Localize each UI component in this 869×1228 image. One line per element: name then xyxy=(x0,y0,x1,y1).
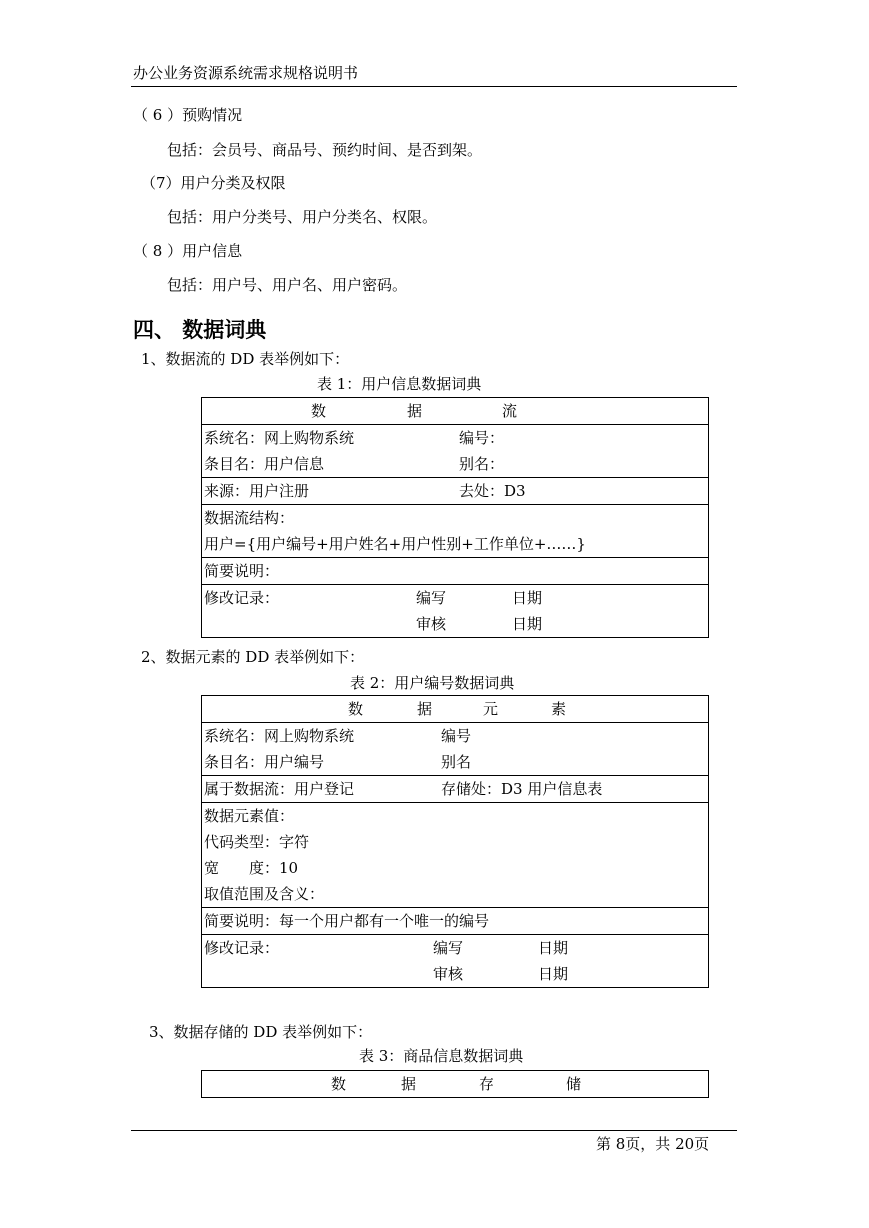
header-rule xyxy=(131,86,737,87)
table1-head-char: 流 xyxy=(502,402,518,420)
table2-system-name: 系统名：网上购物系统 xyxy=(204,727,355,745)
table2-range xyxy=(204,881,708,907)
table2-item-name: 条目名：用户编号 xyxy=(204,753,325,771)
table2-caption: 表 2：用户编号数据词典 xyxy=(350,674,515,692)
table2-write: 编写 xyxy=(433,939,464,957)
item-8-label: （ 8 ）用户信息 xyxy=(133,242,243,260)
table1-number: 编号： xyxy=(459,429,505,447)
table2-date: 日期 xyxy=(538,939,569,957)
table2-date: 日期 xyxy=(538,965,569,983)
table3-head-char: 据 xyxy=(401,1075,417,1093)
table1-data-flow-dd xyxy=(201,397,709,638)
table2-row-system xyxy=(204,723,708,749)
table2-review: 审核 xyxy=(433,965,464,983)
table3-head-char: 数 xyxy=(331,1075,347,1093)
table2-intro: 2、数据元素的 DD 表举例如下： xyxy=(141,648,365,666)
table3-head-char: 存 xyxy=(479,1075,495,1093)
table2-range-text: 取值范围及含义： xyxy=(204,885,325,903)
page-number: 第 8页，共 20页 xyxy=(596,1135,710,1153)
table2-head-char: 素 xyxy=(551,700,567,718)
table1-date: 日期 xyxy=(512,615,543,633)
table2-head-char: 数 xyxy=(348,700,364,718)
footer-rule xyxy=(131,1130,737,1131)
table1-alias: 别名： xyxy=(459,455,505,473)
table2-data-element-dd xyxy=(201,695,709,988)
section-heading: 四、 数据词典 xyxy=(133,318,267,342)
table2-value-label-text: 数据元素值： xyxy=(204,807,295,825)
table2-modify-label: 修改记录： xyxy=(204,939,280,957)
table1-brief-text: 简要说明： xyxy=(204,562,280,580)
table1-structure-label xyxy=(204,505,708,531)
table1-destination: 去处：D3 xyxy=(459,482,526,500)
table3-header-row xyxy=(204,1071,708,1097)
table2-review-row xyxy=(204,961,708,987)
table1-modify-label: 修改记录： xyxy=(204,589,280,607)
table1-date: 日期 xyxy=(512,589,543,607)
table2-head-char: 元 xyxy=(483,700,499,718)
table1-row-source xyxy=(204,478,708,504)
table1-system-name: 系统名：网上购物系统 xyxy=(204,429,355,447)
table2-alias: 别名 xyxy=(441,753,472,771)
table2-width-text: 宽 度：10 xyxy=(204,859,299,877)
table2-value-label xyxy=(204,803,708,829)
item-6-label: （ 6 ）预购情况 xyxy=(133,106,243,124)
table1-structure-value xyxy=(204,531,708,557)
item-6-description: 包括：会员号、商品号、预约时间、是否到架。 xyxy=(167,141,483,159)
table1-structure-label-text: 数据流结构： xyxy=(204,509,295,527)
table1-header-row xyxy=(204,398,708,424)
document-header-title: 办公业务资源系统需求规格说明书 xyxy=(133,64,359,82)
table2-flow: 属于数据流：用户登记 xyxy=(204,780,355,798)
table2-modify-row xyxy=(204,935,708,961)
table1-caption: 表 1：用户信息数据词典 xyxy=(317,375,482,393)
table1-structure-value-text: 用户={用户编号+用户姓名+用户性别+工作单位+……} xyxy=(204,535,586,553)
table1-source: 来源：用户注册 xyxy=(204,482,310,500)
table1-row-system xyxy=(204,425,708,451)
table3-head-char: 储 xyxy=(566,1075,582,1093)
table1-item-name: 条目名：用户信息 xyxy=(204,455,325,473)
table2-brief xyxy=(204,908,708,934)
item-8-description: 包括：用户号、用户名、用户密码。 xyxy=(167,276,408,294)
item-7-description: 包括：用户分类号、用户分类名、权限。 xyxy=(167,208,438,226)
table1-modify-row xyxy=(204,585,708,611)
table2-width xyxy=(204,855,708,881)
table1-row-item xyxy=(204,451,708,477)
table2-number: 编号 xyxy=(441,727,472,745)
table1-review-row xyxy=(204,611,708,637)
table3-caption: 表 3：商品信息数据词典 xyxy=(359,1047,524,1065)
table1-brief xyxy=(204,558,708,584)
table2-brief-text: 简要说明：每一个用户都有一个唯一的编号 xyxy=(204,912,490,930)
table3-intro: 3、数据存储的 DD 表举例如下： xyxy=(149,1023,373,1041)
table2-code-type-text: 代码类型：字符 xyxy=(204,833,310,851)
table1-review: 审核 xyxy=(416,615,447,633)
table2-code-type xyxy=(204,829,708,855)
table3-data-store-dd xyxy=(201,1070,709,1098)
table2-header-row xyxy=(204,696,708,722)
table2-head-char: 据 xyxy=(417,700,433,718)
table1-write: 编写 xyxy=(416,589,447,607)
table2-row-flow xyxy=(204,776,708,802)
table1-head-char: 据 xyxy=(407,402,423,420)
table2-row-item xyxy=(204,749,708,775)
table2-store: 存储处：D3 用户信息表 xyxy=(441,780,603,798)
table1-intro: 1、数据流的 DD 表举例如下： xyxy=(141,350,350,368)
item-7-label: （7）用户分类及权限 xyxy=(141,174,286,192)
table1-head-char: 数 xyxy=(311,402,327,420)
